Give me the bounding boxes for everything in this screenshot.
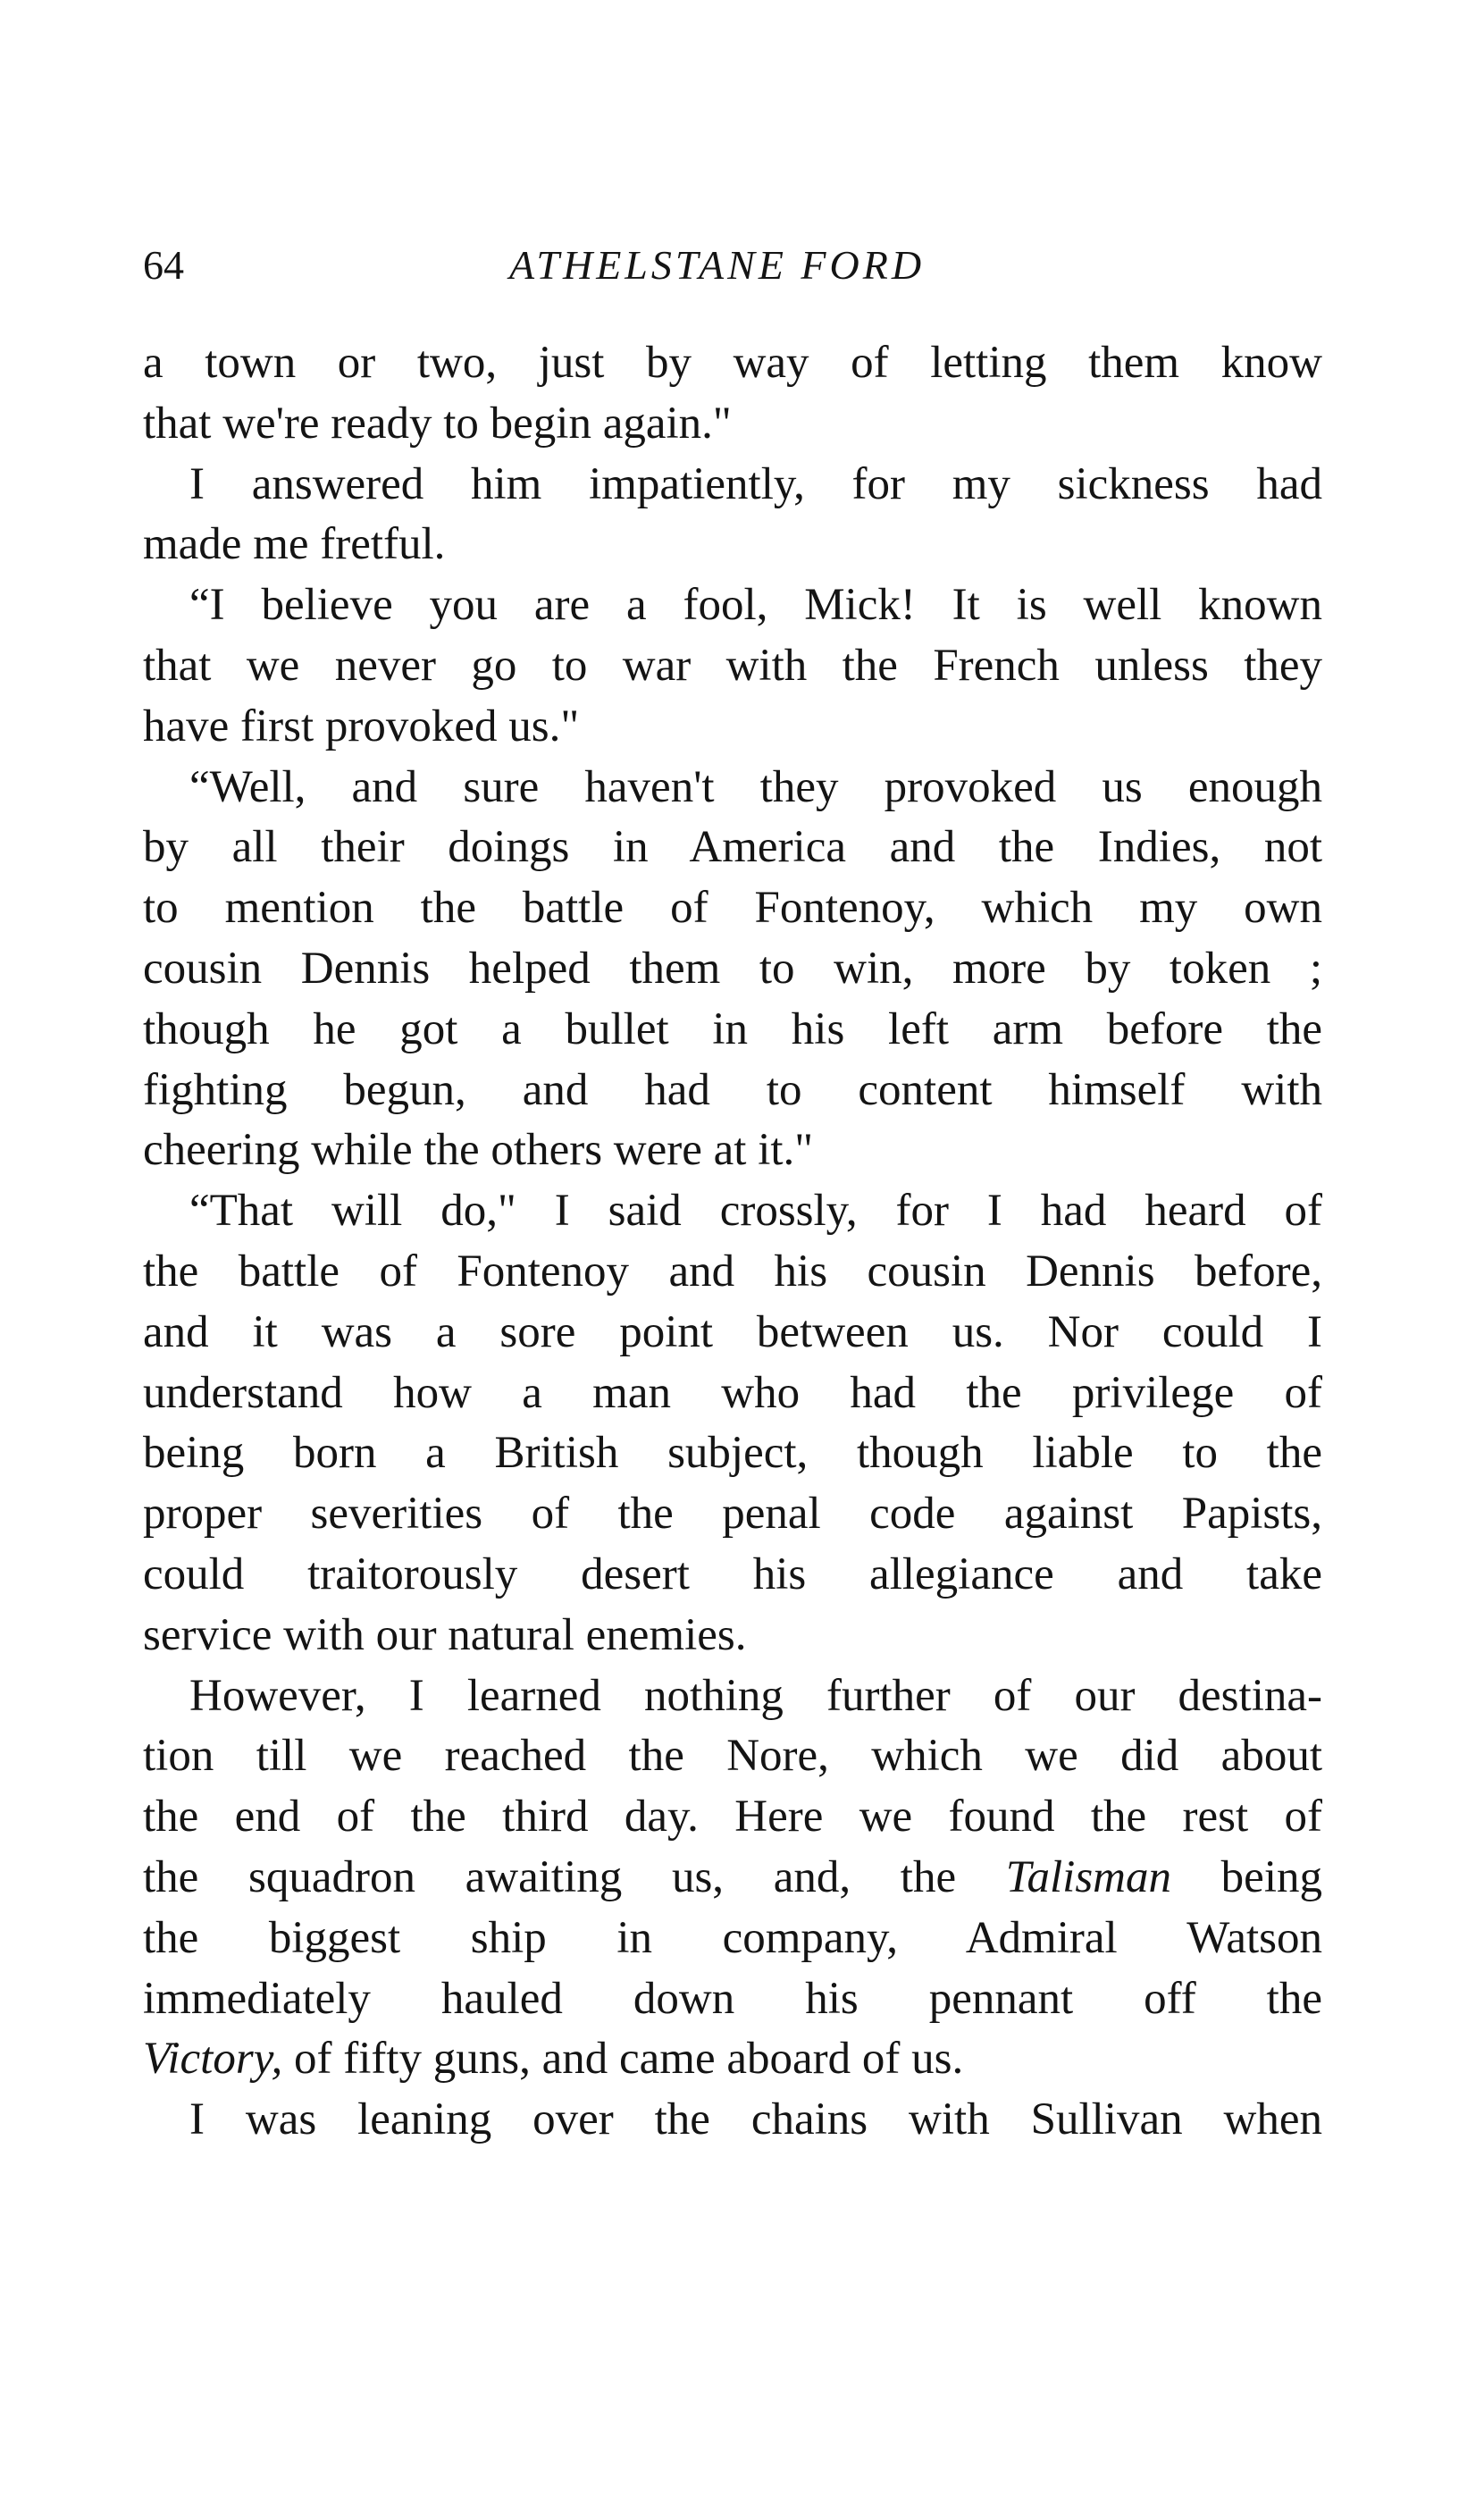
text-line bbox=[143, 939, 1322, 1000]
text-segment: that we never go to war with the French unless they bbox=[143, 640, 1322, 691]
text-segment: that we're ready to begin again." bbox=[143, 398, 732, 449]
text-line bbox=[143, 1909, 1322, 1969]
text-line bbox=[143, 455, 1322, 516]
text-segment: I was leaning over the chains with Sullivan when bbox=[189, 2094, 1322, 2145]
text-line bbox=[143, 1606, 1322, 1666]
text-line bbox=[143, 575, 1322, 636]
italic-text: Victory, bbox=[143, 2034, 283, 2085]
text-line bbox=[143, 1000, 1322, 1061]
text-segment: the biggest ship in company, Admiral Watson bbox=[143, 1912, 1322, 1963]
text-line bbox=[143, 1181, 1322, 1242]
italic-text: Talisman bbox=[1005, 1851, 1171, 1902]
text-line bbox=[143, 1423, 1322, 1484]
text-line bbox=[143, 636, 1322, 697]
text-line bbox=[143, 758, 1322, 818]
text-segment: “I believe you are a fool, Mick! It is well known bbox=[189, 580, 1322, 631]
text-segment: made me fretful. bbox=[143, 519, 446, 570]
running-title: ATHELSTANE FORD bbox=[509, 242, 926, 288]
text-segment: the battle of Fontenoy and his cousin Dennis before, bbox=[143, 1246, 1322, 1297]
text-line bbox=[143, 2029, 1322, 2090]
text-line bbox=[143, 1787, 1322, 1848]
text-segment: cousin Dennis helped them to win, more by token ; bbox=[143, 943, 1322, 994]
running-head bbox=[143, 234, 1322, 297]
text-segment: the end of the third day. Here we found the rest of bbox=[143, 1792, 1322, 1842]
text-line bbox=[143, 2090, 1322, 2151]
text-line bbox=[143, 1303, 1322, 1364]
text-segment: could traitorously desert his allegiance and take bbox=[143, 1548, 1322, 1599]
text-line bbox=[143, 1969, 1322, 2030]
text-segment: by all their doings in America and the Indies, not bbox=[143, 822, 1322, 873]
page-number: 64 bbox=[143, 242, 184, 288]
text-line bbox=[143, 818, 1322, 878]
text-segment: tion till we reached the Nore, which we did about bbox=[143, 1731, 1322, 1782]
text-segment: fighting begun, and had to content himself with bbox=[143, 1064, 1322, 1115]
text-line bbox=[143, 1061, 1322, 1121]
text-segment: a town or two, just by way of letting them know bbox=[143, 338, 1322, 388]
text-line bbox=[143, 1848, 1322, 1909]
text-segment: the squadron awaiting us, and, the bbox=[143, 1851, 1006, 1902]
text-line bbox=[143, 697, 1322, 758]
text-line bbox=[143, 333, 1322, 394]
text-line bbox=[143, 1242, 1322, 1303]
text-segment: service with our natural enemies. bbox=[143, 1609, 747, 1660]
text-line bbox=[143, 878, 1322, 939]
text-segment: and it was a sore point between us. Nor could I bbox=[143, 1306, 1322, 1357]
text-segment: “Well, and sure haven't they provoked us enough bbox=[189, 761, 1322, 812]
text-segment: “That will do," I said crossly, for I had heard of bbox=[189, 1186, 1322, 1237]
text-line bbox=[143, 1120, 1322, 1181]
text-line bbox=[143, 1545, 1322, 1606]
text-segment: being born a British subject, though liable to the bbox=[143, 1428, 1322, 1479]
text-segment: to mention the battle of Fontenoy, which my own bbox=[143, 883, 1322, 934]
text-segment: immediately hauled down his pennant off the bbox=[143, 1973, 1322, 2024]
text-line bbox=[143, 1484, 1322, 1545]
text-segment: cheering while the others were at it." bbox=[143, 1125, 814, 1176]
text-segment: have first provoked us." bbox=[143, 701, 580, 751]
text-line bbox=[143, 515, 1322, 575]
text-segment: understand how a man who had the privilege of bbox=[143, 1367, 1322, 1418]
text-segment: though he got a bullet in his left arm before the bbox=[143, 1003, 1322, 1054]
text-line bbox=[143, 1666, 1322, 1727]
text-line bbox=[143, 1364, 1322, 1424]
text-segment: being bbox=[1171, 1851, 1322, 1902]
text-line bbox=[143, 394, 1322, 455]
body-text bbox=[143, 333, 1322, 2151]
text-segment: proper severities of the penal code against Papists, bbox=[143, 1489, 1322, 1540]
text-segment: I answered him impatiently, for my sickness had bbox=[189, 458, 1322, 509]
text-line bbox=[143, 1726, 1322, 1787]
text-segment: of fifty guns, and came aboard of us. bbox=[282, 2034, 964, 2085]
text-segment: However, I learned nothing further of our destina- bbox=[189, 1670, 1322, 1721]
